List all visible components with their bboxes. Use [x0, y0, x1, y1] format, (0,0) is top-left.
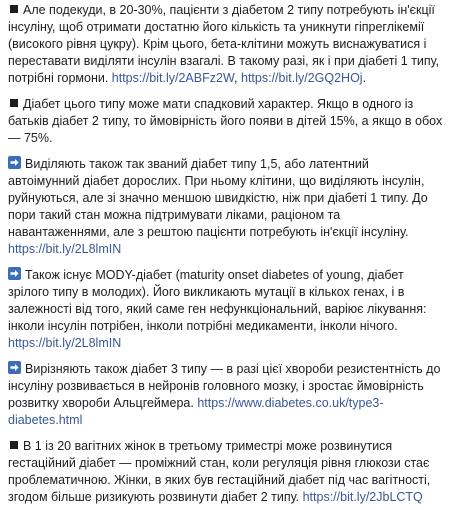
- paragraph: [8, 361, 443, 429]
- post-link[interactable]: https://www.diabetes.co.uk/type3-diabetes.html: [8, 396, 384, 427]
- post-link[interactable]: https://bit.ly/2JbLCTQ: [302, 490, 423, 504]
- paragraph: [8, 438, 443, 506]
- right-arrow-icon: [8, 156, 21, 169]
- post-link[interactable]: https://bit.ly/2ABFz2W: [111, 71, 235, 85]
- right-arrow-icon: [8, 361, 21, 374]
- post-link[interactable]: https://bit.ly/2GQ2HOj: [241, 71, 363, 85]
- link-separator: ,: [234, 71, 241, 85]
- paragraph-text: Виділяють також так званий діабет типу 1,5, або латентний автоімунний діабет дорослих. При ньому клітини, що виділяють інсулін, руйнуються, але зі значно меншою швидкістю, ніж при діабеті 1 типу. До пори такий стан можна підтримувати ліками, раціоном та навантаженнями, але з рештою пацієнти потребують ін'єкції інсуліну.: [8, 157, 428, 239]
- paragraph-text: Але подекуди, в 20-30%, пацієнти з діабетом 2 типу потребують ін'єкції інсуліну, щоб отримати достатню його кількість та уникнути гіпреглікемії (високого рівня цукру). Крім цього, бета-клітини можуть виснажуватися і переставати виділяти інсулін взагалі. В такому разі, як і при діабеті 1 типу, потрібні гормони.: [8, 3, 440, 85]
- paragraph: [8, 156, 443, 258]
- paragraph: [8, 267, 443, 352]
- paragraph: [8, 96, 443, 147]
- right-arrow-icon: [8, 267, 21, 280]
- paragraph-text: В 1 із 20 вагітних жінок в третьому триместрі може розвинутися гестаційний діабет — проміжний стан, коли регуляція рівня глюкози стає проблематичною. Жінки, в яких був гестаційний діабет під час вагітності, згодом більше ризикують розвинути діабет 2 типу.: [8, 439, 431, 504]
- paragraph-text: Вирізняють також діабет 3 типу — в разі цієї хвороби резистентність до інсуліну розвивається в нейронів головного мозку, і зростає ймовірність розвитку хвороби Альцгеймера.: [8, 362, 441, 410]
- paragraph-text: Діабет цього типу може мати спадковий характер. Якщо в одного із батьків діабет 2 типу, то ймовірність його появи в дітей 15%, а якщо в обох — 75%.: [8, 97, 443, 145]
- paragraph: [8, 2, 443, 87]
- square-bullet-icon: [10, 99, 18, 107]
- paragraph-tail: .: [362, 71, 367, 85]
- square-bullet-icon: [10, 441, 18, 449]
- post-link[interactable]: https://bit.ly/2L8lmIN: [8, 336, 122, 350]
- post-link[interactable]: https://bit.ly/2L8lmIN: [8, 242, 122, 256]
- square-bullet-icon: [10, 5, 18, 13]
- paragraph-text: Також існує MODY-діабет (maturity onset diabetes of young, діабет зрілого типу в молодих). Його викликають мутації в кількох генах, і в залежності від того, який саме ген нефункціональний, варіює лікування: інколи інсулін потрібен, інколи потрібні медикаменти, інколи нічого.: [8, 268, 427, 333]
